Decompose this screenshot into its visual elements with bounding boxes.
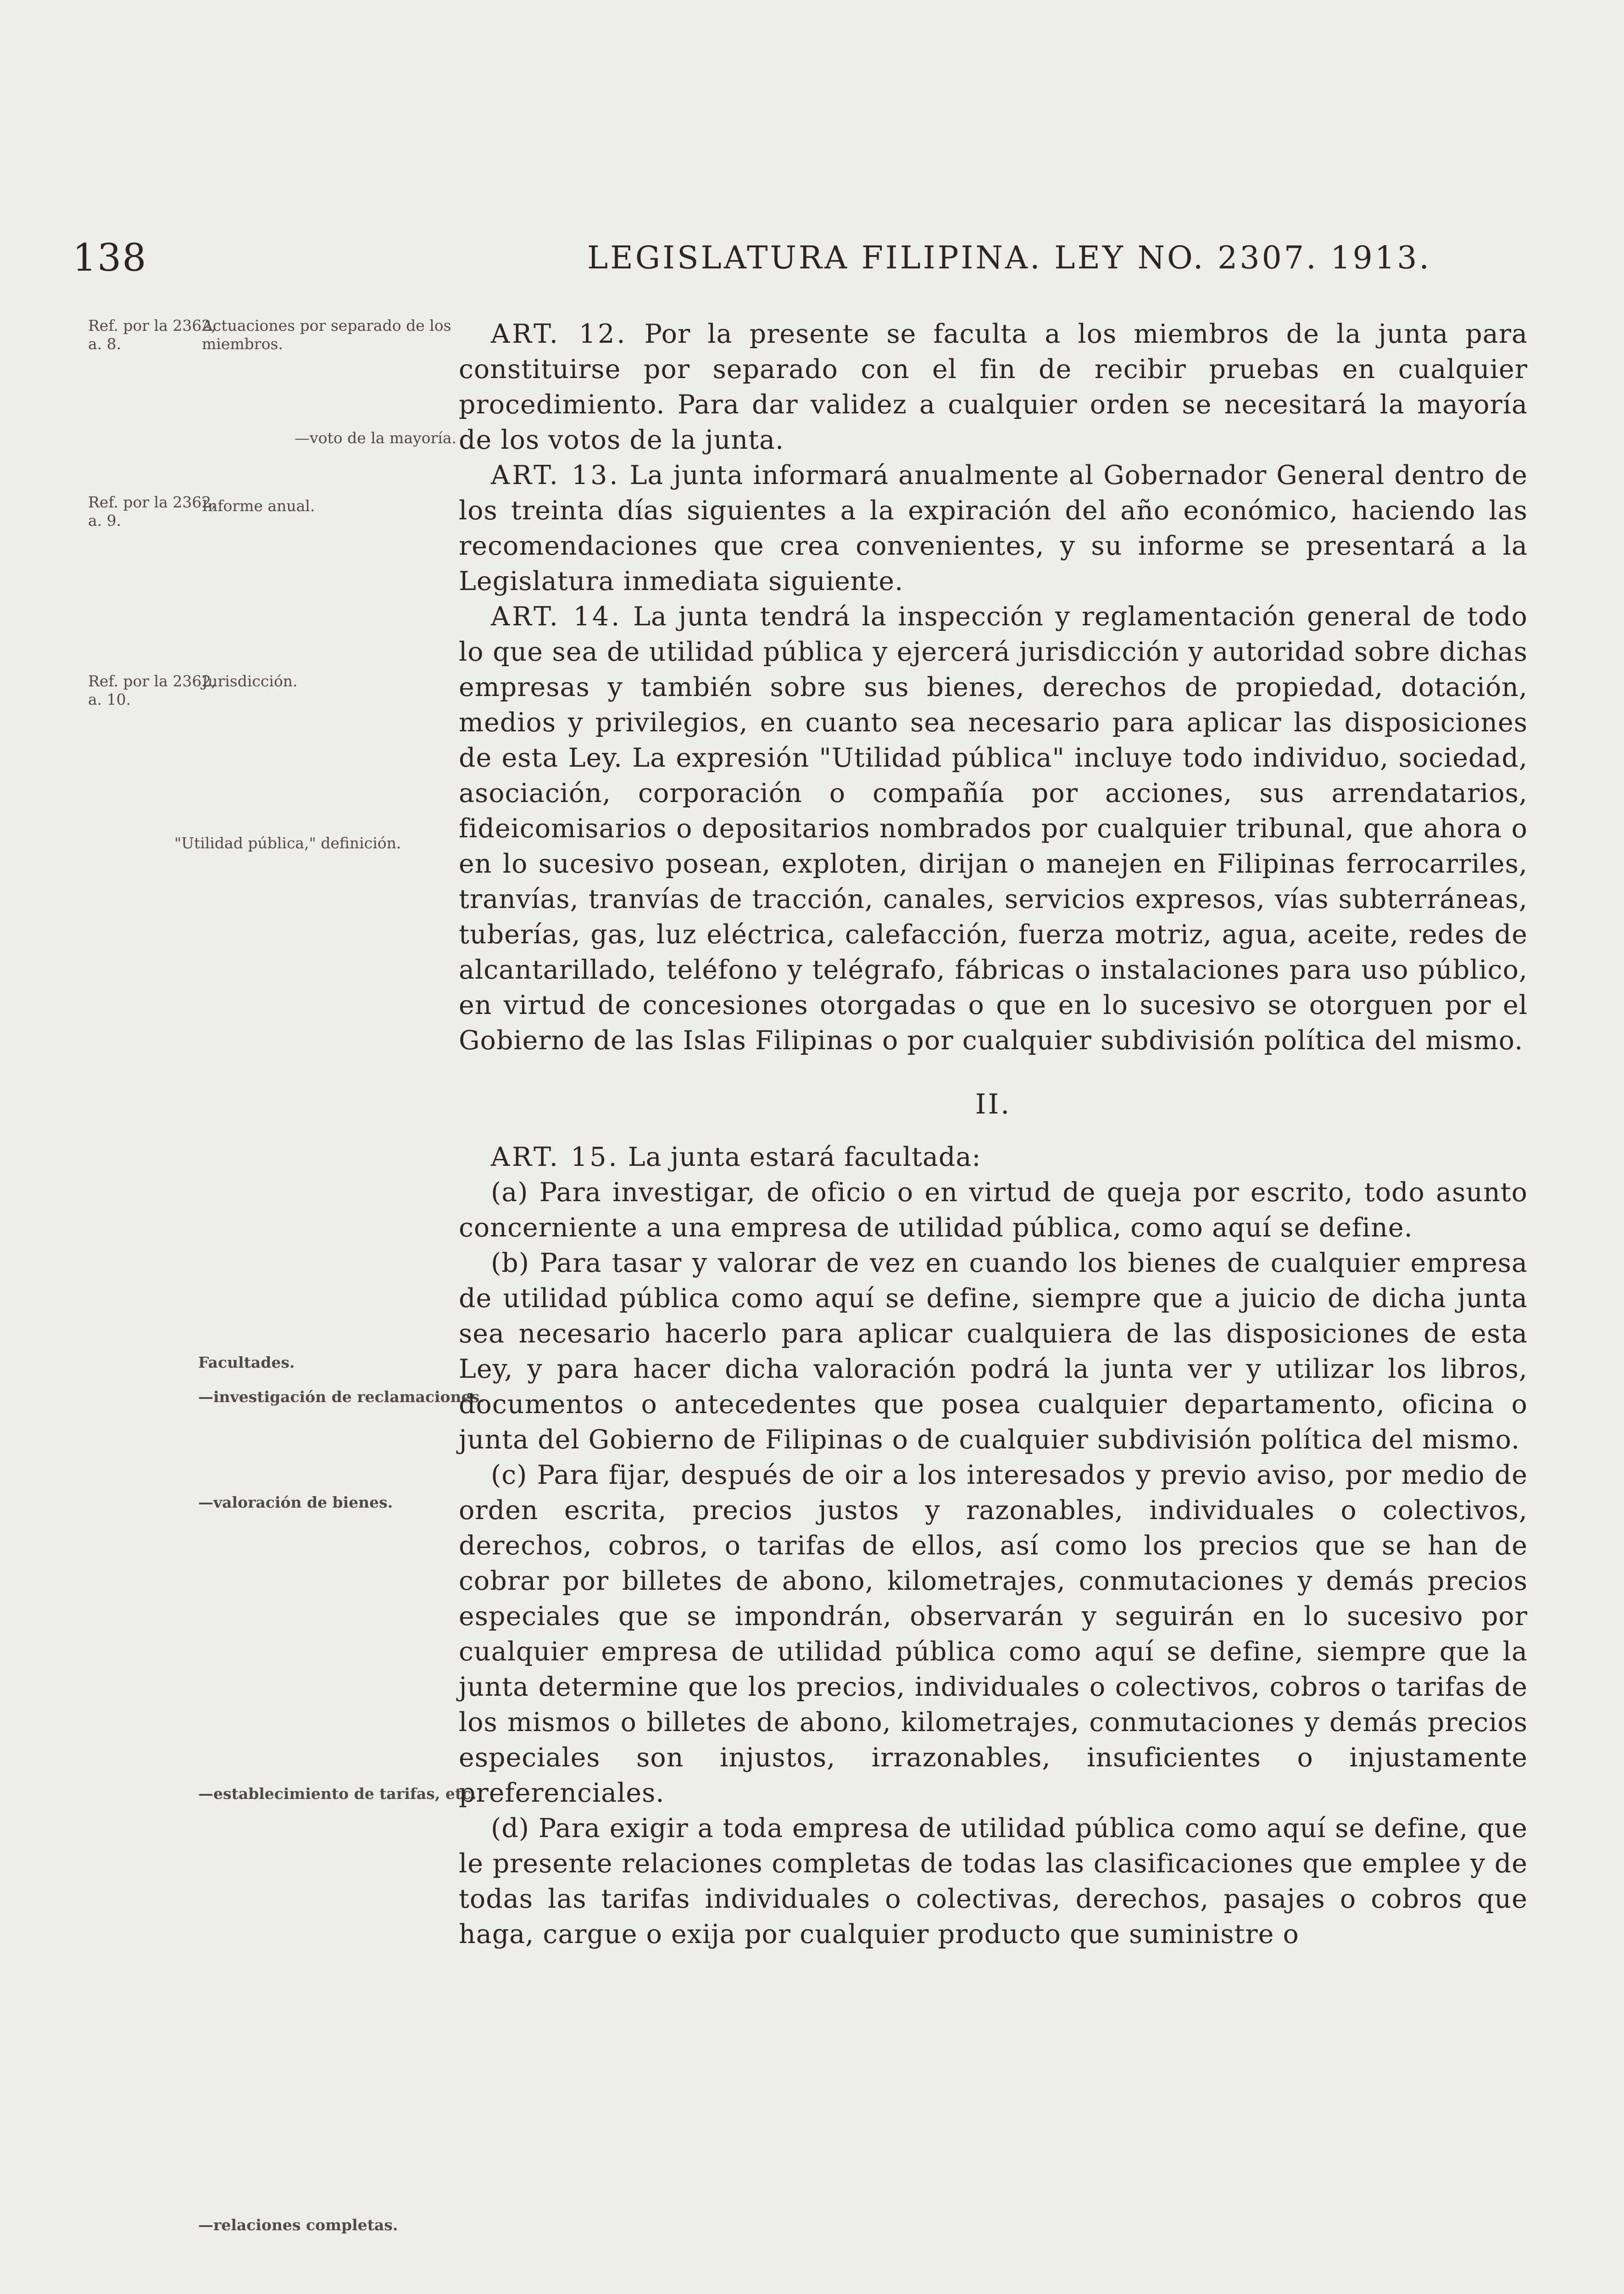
margin-note-jurisdiccion: Jurisdicción. — [202, 672, 298, 690]
clause-text: Para fijar, después de oir a los interesados y previo aviso, por medio de orden escrita, precios justos y razonables, individuales o colectivos, derechos, cobros, o tarifas de ellos, así como los precios que se han de cobrar por billetes de abono, kilometrajes, conmutaciones y demás precios especiales que se impondrán, observarán y seguirán en lo sucesivo por cualquier empresa de utilidad pública como aquí se define, siempre que la junta determine que los precios, individuales o colectivos, cobros o tarifas de los mismos o billetes de abono, kilometrajes, conmutaciones y demás precios especiales son injustos, irrazonables, insuficientes o injustamente preferenciales. — [459, 1460, 1528, 1808]
margin-ref-art-13: Ref. por la 2362, a. 9. — [88, 493, 216, 529]
clause-letter: (b) — [491, 1248, 529, 1278]
clause-letter: (d) — [491, 1813, 529, 1843]
margin-note-informe: Informe anual. — [202, 497, 315, 515]
article-12 — [459, 317, 1528, 458]
margin-ref-art-12: Ref. por la 2362, a. 8. — [88, 317, 216, 353]
margin-note-utilidad: "Utilidad pública," definición. — [174, 834, 401, 852]
article-text: La junta estará facultada: — [628, 1142, 981, 1172]
margin-ref-art-14: Ref. por la 2362, a. 10. — [88, 672, 216, 708]
clause-letter: (c) — [491, 1460, 528, 1490]
body-text — [459, 317, 1528, 1952]
article-label: ART. 13. — [491, 460, 620, 490]
margin-note-valoracion: —valoración de bienes. — [198, 1493, 393, 1511]
article-text: La junta informará anualmente al Gobernador General dentro de los treinta días siguientes a la expiración del año económico, haciendo las recomendaciones que crea convenientes, y su informe se presentará a la Legislatura inmediata siguiente. — [459, 460, 1528, 596]
clause-text: Para investigar, de oficio o en virtud de queja por escrito, todo asunto concerniente a una empresa de utilidad pública, como aquí se define. — [459, 1177, 1528, 1243]
article-label: ART. 14. — [491, 601, 622, 632]
margin-note-tarifas: —establecimiento de tarifas, etc. — [198, 1785, 477, 1803]
clause-letter: (a) — [491, 1177, 528, 1208]
margin-note-relaciones: —relaciones completas. — [198, 2216, 398, 2234]
article-14 — [459, 599, 1528, 1058]
running-head: LEGISLATURA FILIPINA. LEY NO. 2307. 1913. — [587, 240, 1431, 276]
section-heading: II. — [975, 1088, 1012, 1120]
clause-text: Para exigir a toda empresa de utilidad pública como aquí se define, que le presente relaciones completas de todas las clasificaciones que emplee y de todas las tarifas individuales o colectivas, derechos, pasajes o cobros que haga, cargue o exija por cualquier producto que suministre o — [459, 1813, 1528, 1949]
margin-note-facultades: Facultades. — [198, 1353, 295, 1371]
article-text: La junta tendrá la inspección y reglamentación general de todo lo que sea de utilidad pública y ejercerá jurisdicción y autoridad sobre dichas empresas y también sobre sus bienes, derechos de propiedad, dotación, medios y privilegios, en cuanto sea necesario para aplicar las disposiciones de esta Ley. La expresión "Utilidad pública" incluye todo individuo, sociedad, asociación, corporación o compañía por acciones, sus arrendatarios, fideicomisarios o depositarios nombrados por cualquier tribunal, que ahora o en lo sucesivo posean, exploten, dirijan o manejen en Filipinas ferrocarriles, tranvías, tranvías de tracción, canales, servicios expresos, vías subterráneas, tuberías, gas, luz eléctrica, calefacción, fuerza motriz, agua, aceite, redes de alcantarillado, teléfono y telégrafo, fábricas o instalaciones para uso público, en virtud de concesiones otorgadas o que en lo sucesivo se otorguen por el Gobierno de las Islas Filipinas o por cualquier subdivisión política del mismo. — [459, 601, 1528, 1056]
margin-note-investigacion: —investigación de reclamaciones. — [198, 1388, 485, 1406]
clause-text: Para tasar y valorar de vez en cuando los bienes de cualquier empresa de utilidad pública como aquí se define, siempre que a juicio de dicha junta sea necesario hacerlo para aplicar cualquiera de las disposiciones de esta Ley, y para hacer dicha valoración podrá la junta ver y utilizar los libros, documentos o antecedentes que posea cualquier departamento, oficina o junta del Gobierno de Filipinas o de cualquier subdivisión política del mismo. — [459, 1248, 1528, 1455]
article-text: Por la presente se faculta a los miembros de la junta para constituirse por separado con el fin de recibir pruebas en cualquier procedimiento. Para dar validez a cualquier orden se necesitará la mayoría de los votos de la junta. — [459, 319, 1528, 455]
clause-c — [459, 1458, 1528, 1811]
clause-d — [459, 1811, 1528, 1952]
page-header — [72, 236, 1449, 287]
margin-note-actuaciones: Actuaciones por separado de los miembros. — [202, 317, 451, 353]
clause-a — [459, 1175, 1528, 1246]
article-13 — [459, 458, 1528, 599]
article-label: ART. 12. — [491, 319, 628, 349]
clause-b — [459, 1246, 1528, 1458]
article-15 — [459, 1140, 1528, 1175]
article-label: ART. 15. — [491, 1142, 619, 1172]
margin-note-voto: —voto de la mayoría. — [295, 429, 456, 447]
page-number: 138 — [72, 236, 147, 280]
